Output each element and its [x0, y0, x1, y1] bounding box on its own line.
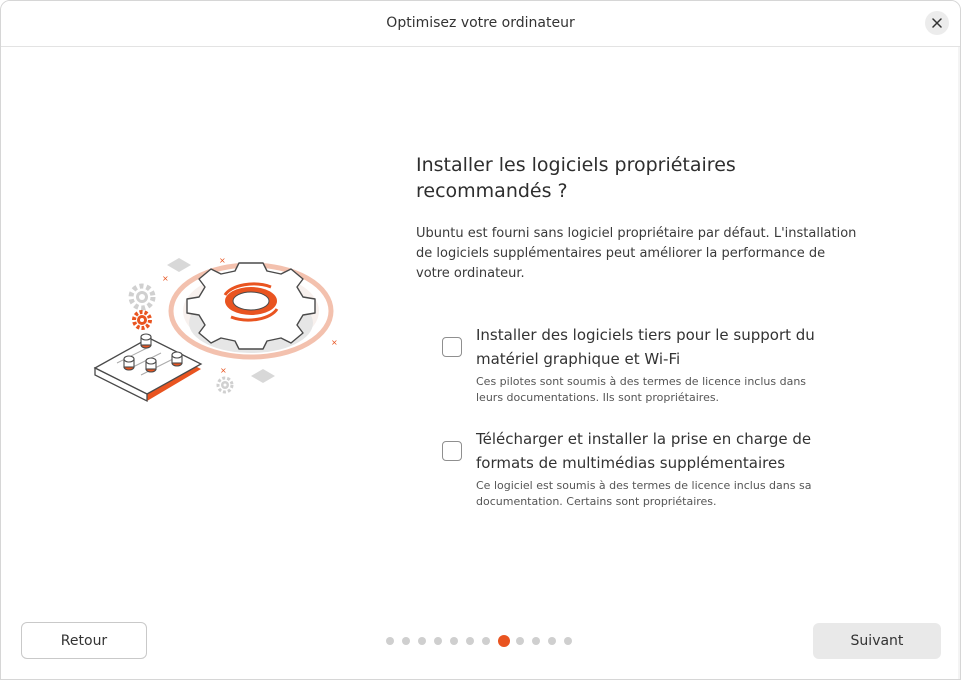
svg-text:×: × [331, 338, 338, 347]
progress-dot-active [498, 635, 510, 647]
progress-dots [386, 635, 580, 647]
window-title: Optimisez votre ordinateur [386, 15, 575, 31]
svg-text:×: × [162, 274, 169, 283]
progress-dot [450, 637, 458, 645]
progress-dot [564, 637, 572, 645]
main-content [416, 152, 866, 284]
header-bar [1, 1, 960, 47]
svg-text:×: × [219, 256, 226, 265]
option-label[interactable]: Installer des logiciels tiers pour le support du matériel graphique et Wi-Fi [476, 326, 815, 368]
large-gear [187, 263, 315, 349]
gear-settings-illustration [89, 251, 345, 416]
svg-text:×: × [220, 366, 227, 375]
close-button[interactable] [925, 11, 949, 35]
page-heading [416, 152, 866, 204]
progress-dot [418, 637, 426, 645]
progress-dot [532, 637, 540, 645]
option-label[interactable]: Télécharger et installer la prise en charge de formats de multimédias supplémentaires [476, 430, 812, 472]
intro-line: votre ordinateur. [416, 266, 525, 281]
progress-dot [516, 637, 524, 645]
progress-dot [386, 637, 394, 645]
intro-line: Ubuntu est fourni sans logiciel propriétaire par défaut. L'installation [416, 226, 857, 241]
progress-dot [548, 637, 556, 645]
small-gear-grey [218, 378, 232, 392]
small-gear-orange [134, 312, 150, 328]
progress-dot [434, 637, 442, 645]
progress-dot [466, 637, 474, 645]
option-description: Ces pilotes sont soumis à des termes de licence inclus dans leurs documentations. Ils sont propriétaires. [476, 375, 807, 404]
progress-dot [402, 637, 410, 645]
next-button[interactable]: Suivant [813, 623, 941, 659]
back-button[interactable]: Retour [21, 622, 147, 659]
progress-dot [482, 637, 490, 645]
slider-panel [95, 334, 201, 401]
tile-decoration [251, 369, 275, 383]
tile-decoration [167, 258, 191, 272]
third-party-checkbox[interactable] [442, 337, 462, 357]
option-description: Ce logiciel est soumis à des termes de licence inclus dans sa documentation. Certains sont propriétaires. [476, 479, 812, 508]
intro-text [416, 224, 866, 284]
heading-line: Installer les logiciels propriétaires [416, 154, 736, 176]
intro-line: de logiciels supplémentaires peut améliorer la performance de [416, 246, 826, 261]
heading-line: recommandés ? [416, 180, 568, 202]
multimedia-checkbox[interactable] [442, 441, 462, 461]
scrollbar-track [958, 47, 960, 679]
small-gear-grey [131, 286, 153, 308]
close-icon [932, 18, 942, 28]
